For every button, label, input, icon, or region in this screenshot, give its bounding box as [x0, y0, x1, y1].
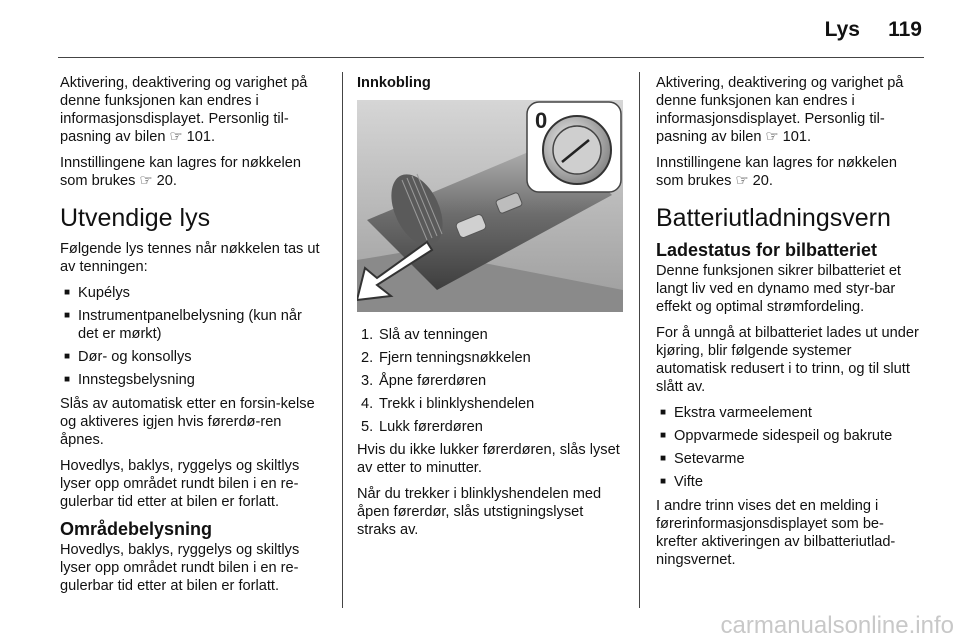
page-number: 119: [888, 18, 922, 41]
list-item: 5. Lukk førerdøren: [361, 419, 483, 435]
heading-exterior-lights: Utvendige lys: [60, 204, 211, 232]
paragraph: Når du trekker i blinklyshendelen med åpen førerdør, slås utstigningslyset straks av.: [357, 486, 602, 538]
turn-signal-lever-icon: [357, 100, 623, 312]
heading-activation: Innkobling: [357, 75, 431, 91]
column-divider-right: [639, 72, 640, 608]
list-item: ■ Kupélys: [60, 284, 326, 302]
list-item: 4. Trekk i blinklyshendelen: [361, 396, 535, 412]
heading-charge-status: Ladestatus for bilbatteriet: [656, 240, 878, 260]
bullet-list: [656, 404, 922, 491]
page-header: [0, 0, 960, 60]
middle-column: [357, 74, 625, 547]
list-item: ■ Instrumentpanelbelysning (kun når det er mørkt): [60, 307, 326, 343]
paragraph: Hovedlys, baklys, ryggelys og skiltlys lyser opp området rundt bilen i en re-gulerbar tid etter at bilen er forlatt.: [60, 542, 300, 594]
list-item: 2. Fjern tenningsnøkkelen: [361, 350, 531, 366]
paragraph: Denne funksjonen sikrer bilbatteriet et langt liv ved en dynamo med styr-bar effekt og optimal strømfordeling.: [656, 263, 901, 315]
paragraph: Innstillingene kan lagres for nøkkelen som brukes ☞ 20.: [60, 155, 301, 189]
watermark: carmanualsonline.info: [720, 612, 954, 639]
right-column: [656, 74, 922, 577]
list-item: ■ Oppvarmede sidespeil og bakrute: [656, 427, 922, 445]
paragraph: Hvis du ikke lukker førerdøren, slås lyset av etter to minutter.: [357, 442, 620, 476]
list-item: ■ Dør- og konsollys: [60, 348, 326, 366]
paragraph: For å unngå at bilbatteriet lades ut under kjøring, blir følgende systemer automatisk redusert i to trinn, og til slutt slått av.: [656, 325, 919, 395]
paragraph: Aktivering, deaktivering og varighet på denne funksjonen kan endres i informasjonsdisplayet. Personlig til-pasning av bilen ☞ 101.: [656, 75, 904, 145]
ignition-off-label: 0: [535, 108, 548, 133]
column-divider-left: [342, 72, 343, 608]
header-rule: [58, 57, 924, 58]
heading-battery-protection: Batteriutladningsvern: [656, 204, 891, 232]
left-column: [60, 74, 326, 603]
lever-illustration: [357, 100, 623, 312]
paragraph: Innstillingene kan lagres for nøkkelen som brukes ☞ 20.: [656, 155, 897, 189]
paragraph: Aktivering, deaktivering og varighet på denne funksjonen kan endres i informasjonsdisplayet. Personlig til-pasning av bilen ☞ 101.: [60, 75, 308, 145]
paragraph: Følgende lys tennes når nøkkelen tas ut av tenningen:: [60, 241, 320, 275]
paragraph: Hovedlys, baklys, ryggelys og skiltlys lyser opp området rundt bilen i en re-gulerbar tid etter at bilen er forlatt.: [60, 458, 300, 510]
bullet-list: [60, 284, 326, 389]
list-item: ■ Setevarme: [656, 450, 922, 468]
list-item: ■ Vifte: [656, 473, 922, 491]
heading-area-lighting: Områdebelysning: [60, 519, 213, 539]
paragraph: Slås av automatisk etter en forsin-kelse og aktiveres igjen hvis førerdø-ren åpnes.: [60, 396, 315, 448]
page-footer: [0, 612, 960, 642]
list-item: 3. Åpne førerdøren: [361, 373, 487, 389]
list-item: ■ Ekstra varmeelement: [656, 404, 922, 422]
numbered-steps: [357, 326, 625, 436]
list-item: ■ Innstegsbelysning: [60, 371, 326, 389]
list-item: 1. Slå av tenningen: [361, 327, 488, 343]
paragraph: I andre trinn vises det en melding i førerinformasjonsdisplayet som be-krefter aktiveringen av bilbatteriutlad-ningsvernet.: [656, 498, 896, 568]
section-title: Lys: [824, 18, 860, 41]
